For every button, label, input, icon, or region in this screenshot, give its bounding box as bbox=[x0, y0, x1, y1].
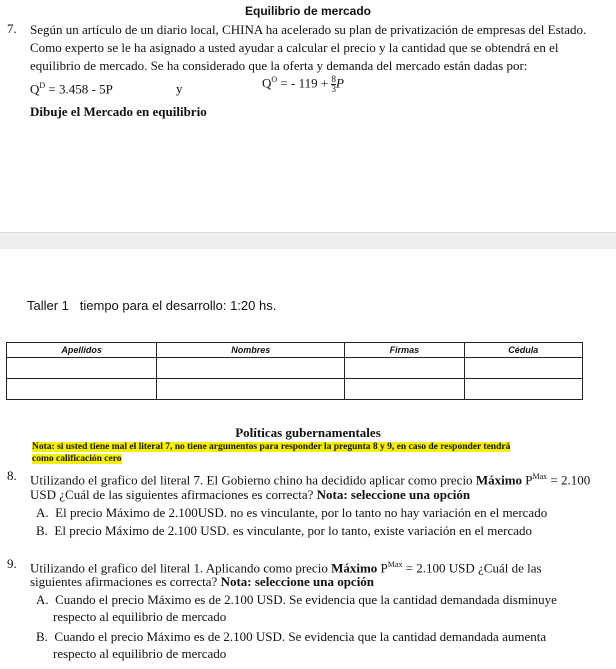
cell-firmas[interactable] bbox=[345, 379, 464, 400]
demand-equation: $Q^D = 3.458 - 5P$ bbox=[30, 81, 113, 97]
student-table bbox=[6, 342, 583, 400]
q8-line-1: Utilizando el grafico del literal 7. El Gobierno chino ha decidido aplicar como precio Máximo $P^{Max} = 2.100$ bbox=[30, 472, 591, 488]
q7-line-2: Como experto se le ha asignado a usted ayudar a calcular el precio y la cantidad que se obtendrá en el bbox=[30, 40, 559, 55]
workshop-time: tiempo para el desarrollo: 1:20 hs. bbox=[79, 298, 277, 313]
q7-number: 7. bbox=[7, 21, 17, 36]
policies-heading: Políticas gubernamentales bbox=[235, 425, 381, 440]
cell-cedula[interactable] bbox=[464, 379, 582, 400]
workshop-label: Taller 1 bbox=[27, 298, 69, 313]
q9-option-b[interactable]: B. Cuando el precio Máximo es de 2.100 USD. Se evidencia que la cantidad demandada aumenta respecto al equilibrio de mercado bbox=[36, 629, 547, 661]
q9-line-1: Utilizando el grafico del literal 1. Aplicando como precio Máximo $P^{Max} = 2.100$ USD ¿Cuál de las bbox=[30, 560, 542, 576]
table-header-row bbox=[7, 343, 583, 358]
page-separator bbox=[0, 232, 616, 249]
cell-apellidos[interactable] bbox=[7, 358, 157, 379]
cell-apellidos[interactable] bbox=[7, 379, 157, 400]
note-line-2: como calificación cero bbox=[32, 454, 122, 464]
header-firmas: Firmas bbox=[345, 343, 464, 358]
q7-line-3: equilibrio de mercado. Se ha considerado que la oferta y demanda del mercado están dadas por: bbox=[30, 58, 528, 73]
q7-line-1: Según un artículo de un diario local, CHINA ha acelerado su plan de privatización de empresas del Estado. bbox=[30, 22, 587, 37]
policies-note bbox=[32, 441, 592, 465]
q8-option-a[interactable]: A. El precio Máximo de 2.100USD. no es vinculante, por lo tanto no hay variación en el mercado bbox=[36, 505, 548, 520]
cell-nombres[interactable] bbox=[157, 379, 345, 400]
header-nombres: Nombres bbox=[157, 343, 345, 358]
q8-number: 8. bbox=[7, 468, 17, 483]
workshop-info bbox=[27, 298, 276, 313]
supply-equation: $Q^O$ = - 119 + $\frac{8}{3}$ P bbox=[262, 74, 344, 94]
q8-line-2: USD ¿Cuál de las siguientes afirmaciones es correcta? Nota: seleccione una opción bbox=[30, 487, 471, 502]
header-apellidos: Apellidos bbox=[7, 343, 157, 358]
table-row bbox=[7, 358, 583, 379]
header-cedula: Cédula bbox=[464, 343, 582, 358]
cell-nombres[interactable] bbox=[157, 358, 345, 379]
q9-option-a[interactable]: A. Cuando el precio Máximo es de 2.100 USD. Se evidencia que la cantidad demandada disminuye respecto al equilibrio de mercado bbox=[36, 592, 557, 624]
q9-number: 9. bbox=[7, 556, 17, 571]
equation-connector: y bbox=[176, 81, 183, 96]
table-row bbox=[7, 379, 583, 400]
cell-cedula[interactable] bbox=[464, 358, 582, 379]
q8-option-b[interactable]: B. El precio Máximo de 2.100 USD. es vinculante, por lo tanto, existe variación en el mercado bbox=[36, 523, 533, 538]
q9-line-2: siguientes afirmaciones es correcta? Nota: seleccione una opción bbox=[30, 574, 375, 589]
q7-instruction: Dibuje el Mercado en equilibrio bbox=[30, 104, 207, 119]
cell-firmas[interactable] bbox=[345, 358, 464, 379]
note-line-1: Nota: si usted tiene mal el literal 7, no tiene argumentos para responder la pregunta 8 y 9, en caso de responder tendrá bbox=[32, 442, 511, 452]
page-title: Equilibrio de mercado bbox=[244, 4, 372, 18]
supply-fraction: $\frac{8}{3}$ bbox=[331, 74, 336, 94]
